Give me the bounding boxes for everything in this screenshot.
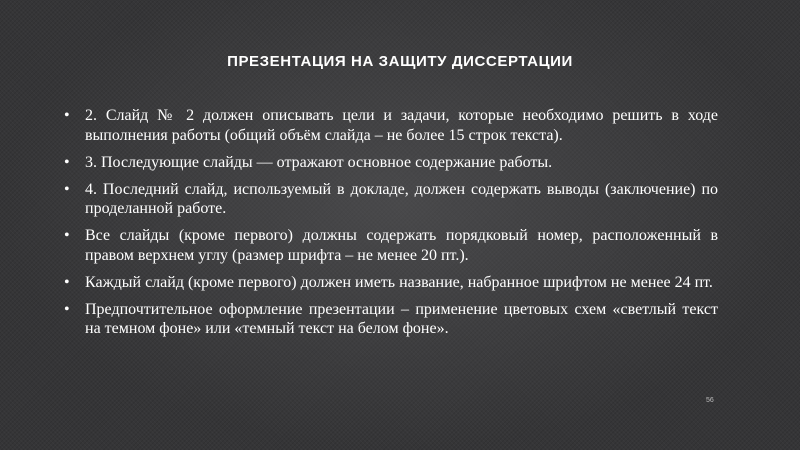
bullet-text: 3. Последующие слайды — отражают основное содержание работы. (85, 153, 553, 171)
bullet-icon: • (64, 227, 70, 244)
list-item (64, 180, 718, 219)
bullet-icon: • (64, 153, 70, 171)
bullet-text: Предпочтительное оформление презентации – применение цветовых схем «светлый текст на темном фоне» или «темный текст на белом фоне». (85, 300, 718, 337)
list-item (64, 153, 718, 173)
bullet-text: Каждый слайд (кроме первого) должен иметь название, набранное шрифтом не менее 24 пт. (85, 273, 713, 291)
bullet-text: Все слайды (кроме первого) должны содержать порядковый номер, расположенный в правом верхнем углу (размер шрифта – не менее 20 пт.). (85, 227, 718, 264)
bullet-list (64, 106, 718, 346)
bullet-icon: • (64, 300, 70, 318)
slide-title: ПРЕЗЕНТАЦИЯ НА ЗАЩИТУ ДИССЕРТАЦИИ (227, 53, 573, 70)
list-item (64, 300, 718, 339)
bullet-icon: • (64, 273, 70, 291)
bullet-icon: • (64, 107, 70, 124)
list-item (64, 106, 718, 145)
bullet-text: 4. Последний слайд, используемый в докладе, должен содержать выводы (заключение) по проделанной работе. (85, 180, 718, 217)
list-item (64, 226, 718, 265)
bullet-text: 2. Слайд № 2 должен описывать цели и задачи, которые необходимо решить в ходе выполнения работы (общий объём слайда – не более 15 строк текста). (85, 107, 718, 144)
list-item (64, 273, 718, 293)
bullet-icon: • (64, 180, 70, 198)
page-number: 56 (706, 397, 714, 404)
